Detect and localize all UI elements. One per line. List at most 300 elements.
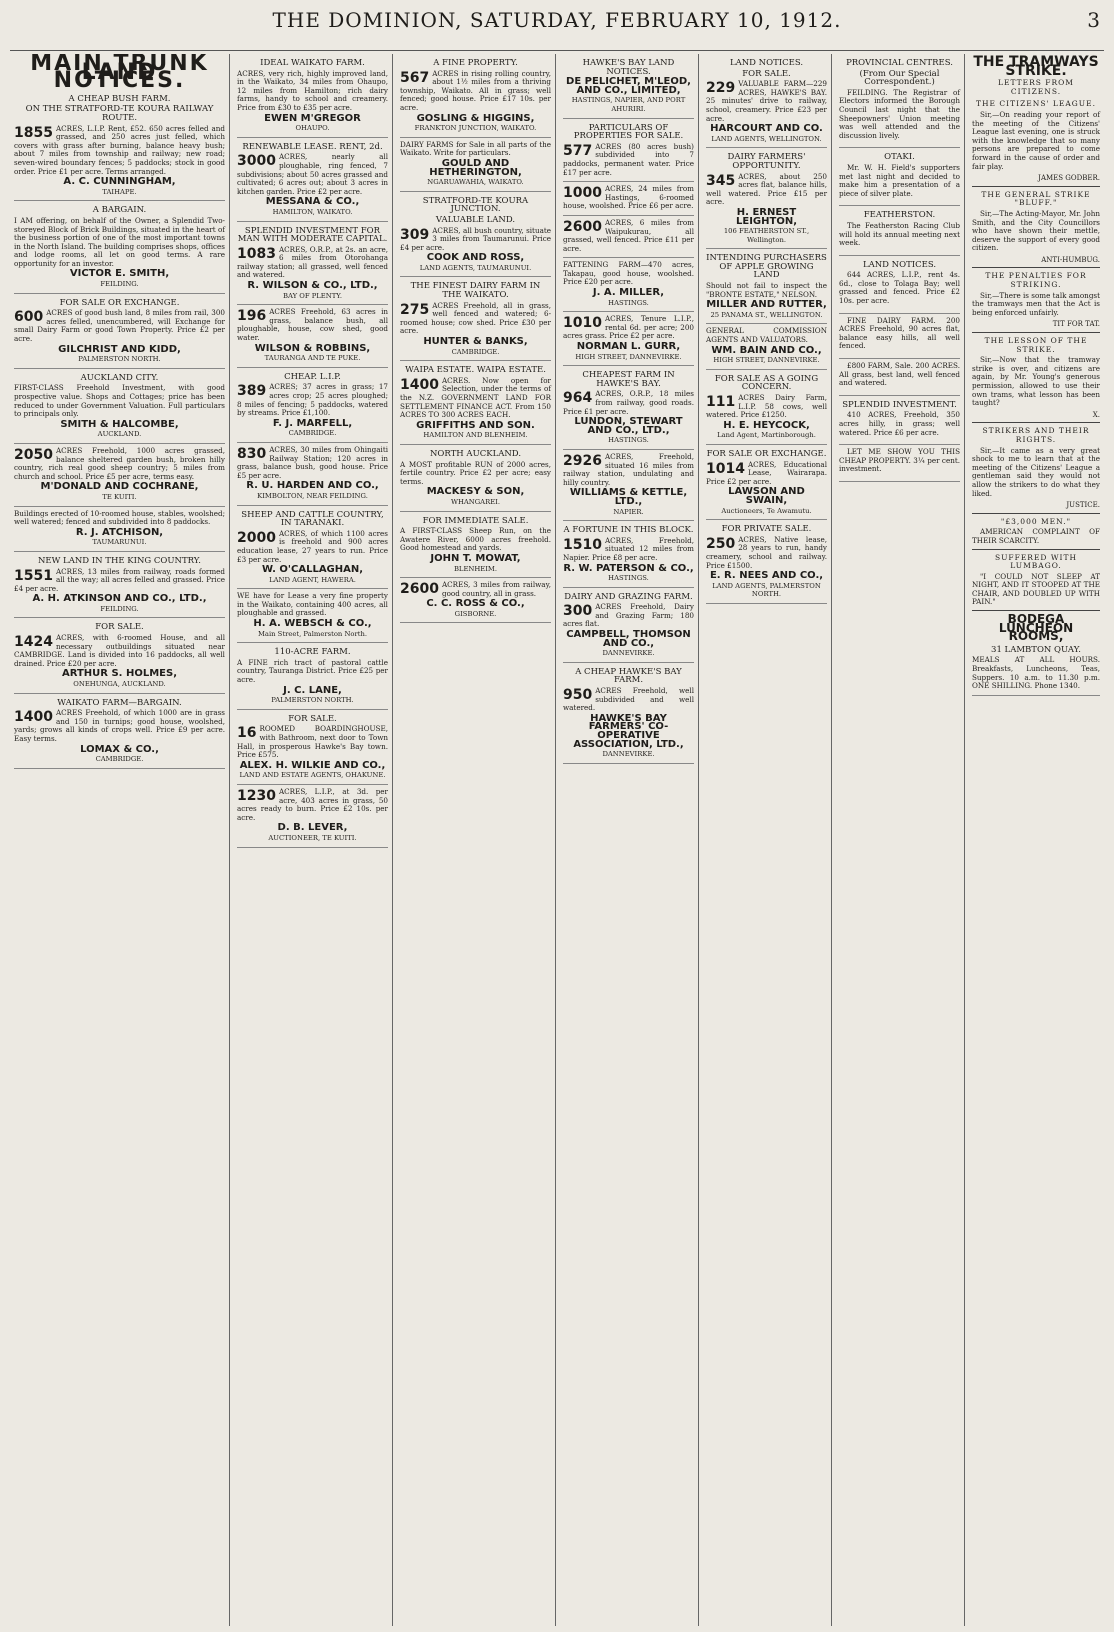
ad-agent-location: HIGH STREET, DANNEVIRKE. [713,356,820,365]
ad-text: 1014 ACRES, Educational Lease, Wairarapa. Price £2 per acre. [706,459,827,486]
ad-agent-name: NORMAN L. GURR, [576,341,681,353]
ad-agent-name: H. ERNEST LEIGHTON, [736,206,797,227]
land-ad [400,512,551,579]
ad-agent-location: TE KUITI. [102,492,137,501]
ad-heading: DAIRY FARMERS' OPPORTUNITY. [727,152,806,171]
letter-signature: X. [1092,410,1100,419]
ad-heading: WAIKATO FARM—BARGAIN. [57,697,182,708]
ad-subheading: FOR SALE. [742,68,791,79]
letter-text: Sir,—The Acting-Mayor, Mr. John Smith, and the City Councillors who have shown their mettle, deserve the support of every good citizen. [972,208,1100,253]
ad-agent-location: LAND AGENTS, TAUMARUNUI. [419,263,532,272]
ad-acreage: 2926 [563,452,602,469]
letter [972,54,1100,187]
news-item [839,54,960,148]
ad-agent-name: HUNTER & BANKS, [423,336,528,348]
ad-agent-name: GOSLING & HIGGINS, [416,112,535,124]
ad-heading: DAIRY AND GRAZING FARM. [564,591,693,602]
ad-acreage: 309 [400,226,430,243]
news-item [839,314,960,359]
letter-heading: THE LESSON OF THE STRIKE. [984,336,1088,354]
land-ad [14,369,225,444]
letter [972,554,1100,612]
letter-text: Sir,—There is some talk amongst the tramways men that the Act is being enforced unfairly. [972,290,1100,317]
ad-agent-location: TAURANGA AND TE PUKE. [264,354,361,363]
ad-agent-location: PALMERSTON NORTH. [271,696,354,705]
ad-agent-name: COOK AND ROSS, [426,252,525,264]
ad-acreage: 600 [14,309,44,326]
ad-agent-location: DANNEVIRKE. [602,649,655,658]
ad-text: 1400 ACRES. Now open for Selection, under the terms of the N.Z. GOVERNMENT LAND FOR SETTLEMENT FINANCE ACT. From 150 ACRES TO 300 ACRES EACH. [400,375,551,420]
ad-agent-location: LAND AGENT, HAWERA. [269,575,356,584]
land-ad [706,370,827,445]
news-heading: SPLENDID INVESTMENT. [842,399,957,410]
ad-agent-location: WHANGAREI. [450,497,501,506]
article-title: THE TRAMWAYS STRIKE. [973,54,1099,79]
ad-text: 1510 ACRES, Freehold, situated 12 miles from Napier. Price £8 per acre. [563,535,694,562]
ad-text: 3000 ACRES, nearly all ploughable, ring fenced, 7 subdivisions; about 50 acres grassed and cultivated; 6 acres out; about 3 acres in kitchen garden. Price £2 per acre. [237,152,388,196]
ad-text: 2000 ACRES, of which 1100 acres is freehold and 900 acres education lease, 27 years to run. Price £3 per acre. [237,528,388,564]
news-heading: LAND NOTICES. [862,259,937,270]
ad-text: GENERAL COMMISSION AGENTS AND VALUATORS. [706,326,827,345]
ad-acreage: 1424 [14,634,53,651]
ad-agent-name: VICTOR E. SMITH, [69,268,170,280]
land-ad [400,445,551,512]
article-subtitle: LETTERS FROM CITIZENS. [998,78,1074,96]
ad-text: A FINE rich tract of pastoral cattle country, Tauranga District. Price £25 per acre. [237,657,388,685]
ad-agent-location: 25 PANAMA ST., WELLINGTON. [710,310,823,319]
land-ad [14,694,225,769]
ad-text: 229 VALUABLE FARM—229 ACRES, HAWKE'S BAY. 25 minutes' drive to railway, school, creamery. Price £23 per acre. [706,79,827,123]
land-ad [237,785,388,848]
land-ad [400,192,551,278]
letter-signature: JAMES GODBER. [1038,174,1100,183]
masthead [10,6,1104,51]
ad-agent-name: F. J. MARFELL, [272,417,353,429]
ad-text: 1083 ACRES, O.R.P., at 2s. an acre, 6 miles from Otorohanga railway station; all grassed, well fenced and watered. [237,244,388,280]
ad-heading: WAIPA ESTATE. WAIPA ESTATE. [405,365,546,376]
ad-text: 309 ACRES, all bush country, situate 3 miles from Taumarunui. Price £4 per acre. [400,225,551,252]
ad-agent-location: Auctioneers, Te Awamutu. [721,506,812,515]
letter-heading: STRIKERS AND THEIR RIGHTS. [982,426,1090,444]
ad-agent-name: A. H. ATKINSON AND CO., LTD., [32,593,207,605]
news-item [839,396,960,445]
ad-acreage: 1000 [563,185,602,202]
land-ad [563,182,694,216]
ad-heading: RENEWABLE LEASE. RENT, 2d. [242,141,383,152]
ad-text: 1855 ACRES, L.I.P. Rent, £52. 650 acres felled and grassed, and 250 acres just felled, which covers with grass after burning, balance heavy bush; about 7 miles from township and railway; new road; seven-wired boundary fences; 5 paddocks; stock in good order. Price £1 per acre. Terms arranged. [14,123,225,176]
ad-text: 950 ACRES Freehold, well subdivided and well watered. [563,686,694,713]
ad-heading: CHEAPEST FARM IN HAWKE'S BAY. [582,370,675,389]
ad-agent-location: HASTINGS. [608,436,649,445]
ad-text: 1400 ACRES Freehold, of which 1000 are in grass and 150 in turnips; good house, woolshed, yards; grows all kinds of crops well. Price £9 per acre. Easy terms. [14,708,225,743]
ad-agent-location: CAMBRIDGE. [288,429,337,438]
ad-acreage: 964 [563,390,593,407]
news-heading: OTAKI. [884,152,915,163]
ad-text: 300 ACRES Freehold, Dairy and Grazing Farm; 180 acres flat. [563,602,694,629]
ad-acreage: 229 [706,80,736,97]
ad-agent-name: DE PELICHET, M'LEOD, AND CO., LIMITED, [566,76,691,96]
ad-subheading: ON THE STRATFORD-TE KOURA RAILWAY ROUTE. [25,104,214,123]
news-subheading: (From Our Special Correspondent.) [859,68,940,88]
news-item [839,445,960,482]
divider [972,422,1100,423]
letter [972,191,1100,269]
ad-heading: LAND NOTICES. [729,58,804,68]
news-item [839,256,960,314]
news-text: 644 ACRES, L.I.P., rent 4s. 6d., close to Tolaga Bay; well grassed and fenced. Price £2 10s. per acre. [839,270,960,306]
land-ad [237,710,388,785]
letter [972,272,1100,333]
ad-agent-location: Main Street, Palmerston North. [257,629,368,638]
ad-agent-location: 106 FEATHERSTON ST., Wellington. [723,227,810,244]
land-ad [237,138,388,222]
column-6 [835,54,965,1626]
ad-text: 250 ACRES, Native lease, 28 years to run, handy creamery, school and railway. Price £1500. [706,534,827,570]
land-ad [563,312,694,366]
section-banner: MAIN TRUNK LAND NOTICES. [30,54,209,94]
land-ad [237,589,388,643]
ad-text: 600 ACRES of good bush land, 8 miles from rail, 300 acres felled, unencumbered, will Exchange for small Dairy Farm or good Town Property. Price £2 per acre. [14,308,225,344]
land-ad [14,507,225,552]
ad-text: 16 ROOMED BOARDINGHOUSE, with Bathroom, next door to Town Hall, in prosperous Hawke's Bay town. Price £575. [237,724,388,760]
ad-agent-location: LAND AND ESTATE AGENTS, OHAKUNE. [239,771,386,780]
land-ad [237,443,388,506]
ad-agent-name: LUNDON, STEWART AND CO., LTD., [574,416,683,436]
divider [972,186,1100,187]
ad-heading: NORTH AUCKLAND. [429,448,522,459]
ad-text: 1000 ACRES, 24 miles from Hastings, 6-roomed house, woolshed. Price £6 per acre. [563,184,694,211]
columns [10,54,1104,1626]
column-7 [968,54,1104,1626]
ad-agent-location: AUCTIONEER, TE KUITI. [268,833,357,842]
land-ad [706,54,827,148]
column-5 [702,54,832,1626]
ad-agent-name: H. A. WEBSCH & CO., [253,618,372,630]
divider [972,610,1100,611]
ad-agent-name: HAWKE'S BAY FARMERS' CO-OPERATIVE ASSOCIATION, LTD., [573,712,684,750]
ad-agent-name: D. B. LEVER, [277,822,348,834]
ad-agent-name: H. E. HEYCOCK, [723,419,810,431]
ad-agent-location: GISBORNE. [454,609,497,618]
ad-text: 1551 ACRES, 13 miles from railway, roads formed all the way; all acres felled and grassed. Price £4 per acre. [14,566,225,593]
ad-text: A MOST profitable RUN of 2000 acres, fertile country. Price £2 per acre; easy terms. [400,459,551,486]
letter [972,337,1100,423]
ad-heading: FOR SALE OR EXCHANGE. [59,297,180,308]
land-ad [14,618,225,693]
ad-text: 2926 ACRES, Freehold, situated 16 miles from railway station, undulating and hilly country. [563,451,694,487]
ad-text: 1230 ACRES, L.I.P., at 3d. per acre, 403 acres in grass, 50 acres ready to burn. Price £2 10s. per acre. [237,786,388,822]
column-2 [233,54,393,1626]
ad-acreage: 577 [563,142,593,159]
ad-heading: THE FINEST DAIRY FARM IN THE WAIKATO. [410,281,541,301]
ad-acreage: 830 [237,445,267,462]
ad-acreage: 1230 [237,787,276,804]
news-item [839,359,960,396]
ad-agent-location: HASTINGS, NAPIER, AND PORT AHURIRI. [571,96,686,113]
land-ad [563,366,694,450]
ad-text: 196 ACRES Freehold, 63 acres in grass, balance bush, all ploughable, house, cow shed, good water. [237,307,388,343]
land-ad [706,445,827,520]
ad-text: 830 ACRES, 30 miles from Ohingaiti Railway Station; 120 acres in grass, balance bush, good house. Price £5 per acre. [237,444,388,480]
ad-text: FATTENING FARM—470 acres, Takapau, good house, woolshed. Price £20 per acre. [563,260,694,287]
ad-agent-location: PALMERSTON NORTH. [78,355,161,364]
ad-heading: FOR PRIVATE SALE. [721,524,812,535]
ad-heading: SHEEP AND CATTLE COUNTRY, IN TARANAKI. [241,509,384,529]
news-text: FEILDING. The Registrar of Electors informed the Borough Council last night that the Sheepowners' Union meeting was well attended and the discussion lively. [839,87,960,140]
land-ad [14,552,225,619]
ad-agent-location: HASTINGS. [608,574,649,583]
land-ad [563,521,694,588]
ad-agent-location: FRANKTON JUNCTION, WAIKATO. [414,124,537,133]
ad-acreage: 1855 [14,124,53,141]
letter-text: Sir,—Now that the tramway strike is over, and citizens are again, by Mr. Young's generous permission, allowed to use their own trams, what lesson has been taught? [972,355,1100,408]
letter-text: Sir,—It came as a very great shock to me to learn that at the meeting of the Citizens' League a gentleman said they would not allow the strikers to do what they liked. [972,445,1100,498]
ad-agent-location: HASTINGS. [608,298,649,307]
land-ad [563,588,694,663]
land-ad [237,54,388,138]
ad-text: 1010 ACRES, Tenure L.I.P., rental 6d. per acre; 200 acres grass. Price £2 per acre. [563,314,694,341]
bodega-address: 31 LAMBTON QUAY. [991,644,1081,655]
ad-agent-location: LAND AGENTS, WELLINGTON. [711,134,822,143]
land-ad [237,222,388,306]
land-ad [563,54,694,119]
ad-heading: A BARGAIN. [92,205,147,216]
ad-text: Buildings erected of 10-roomed house, stables, woolshed; well watered; fenced and subdivided into 8 paddocks. [14,508,225,527]
letter-heading: THE CITIZENS' LEAGUE. [976,99,1096,109]
ad-text: 577 ACRES (80 acres bush) subdivided into 7 paddocks, permanent water. Price £17 per acre. [563,141,694,177]
letter [972,518,1100,550]
ad-agent-name: R. U. HARDEN AND CO., [246,480,379,492]
land-ad [237,643,388,710]
ad-heading: FOR SALE AS A GOING CONCERN. [714,373,819,393]
letter-signature: ANTI-HUMBUG. [1041,255,1100,264]
land-ad [563,663,694,764]
ad-agent-location: HAMILTON AND BLENHEIM. [423,431,528,440]
ad-text: Should not fail to inspect the "BRONTE ESTATE," NELSON. [706,281,827,299]
ad-heading: 110-ACRE FARM. [274,647,351,658]
letter-heading: SUFFERED WITH LUMBAGO. [994,552,1078,571]
ad-agent-location: CAMBRIDGE. [95,755,144,764]
ad-heading: A CHEAP BUSH FARM. [68,93,171,104]
ad-acreage: 567 [400,69,430,86]
news-heading: FEATHERSTON. [863,210,936,221]
ad-text: 345 ACRES, about 250 acres flat, balance hills, well watered. Price £15 per acre. [706,171,827,207]
ad-agent-location: Land Agent, Martinborough. [717,431,816,440]
ad-text: 2050 ACRES Freehold, 1000 acres grassed, balance sheltered garden bush, broken hilly country, rich real good sheep country; 5 miles from church and school. Price £5 per acre, terms easy. [14,445,225,481]
ad-acreage: 2600 [400,581,439,598]
ad-agent-name: C. C. ROSS & CO., [426,598,525,610]
ad-agent-name: MILLER AND RUTTER, [706,299,827,311]
column-4 [559,54,699,1626]
land-ad [14,444,225,507]
news-text: 410 ACRES, Freehold, 350 acres hilly, in grass; well watered. Price £6 per acre. [839,410,960,437]
ad-acreage: 2050 [14,446,53,463]
ad-text: WE have for Lease a very fine property in the Waikato, containing 400 acres, all ploughable and grassed. [237,591,388,618]
ad-agent-location: FEILDING. [100,280,139,289]
ad-agent-name: WILLIAMS & KETTLE, LTD., [569,487,688,507]
land-ad [563,216,694,258]
ad-agent-location: AUCKLAND. [97,430,142,439]
ad-heading: CHEAP. L.I.P. [284,371,341,382]
ad-acreage: 1510 [563,536,602,553]
letter-heading: "£3,000 MEN." [1000,516,1072,526]
land-ad [400,138,551,192]
news-item [839,148,960,206]
page-number: 3 [1087,8,1100,32]
ad-text: 389 ACRES; 37 acres in grass; 17 acres crop; 25 acres ploughed; 8 miles of fencing; 5 paddocks, watered by streams. Price £1,100. [237,382,388,418]
ad-agent-name: M'DONALD AND COCHRANE, [40,481,199,493]
ad-heading: A CHEAP HAWKE'S BAY FARM. [575,666,682,686]
ad-acreage: 1014 [706,460,745,477]
divider [972,513,1100,514]
letter-heading: THE GENERAL STRIKE "BLUFF." [981,189,1091,208]
ad-agent-name: ALEX. H. WILKIE AND CO., [239,759,386,771]
news-heading: PROVINCIAL CENTRES. [846,58,953,68]
news-text: £800 FARM, Sale. 200 ACRES. All grass, best land, well fenced and watered. [839,361,960,388]
ad-acreage: 250 [706,535,736,552]
ad-agent-name: MACKESY & SON, [426,486,525,498]
ad-agent-location: NGARUAWAHIA, WAIKATO. [427,178,524,187]
ad-heading: PARTICULARS OF PROPERTIES FOR SALE. [573,122,684,142]
ad-agent-name: LOMAX & CO., [80,743,159,755]
land-ad [14,294,225,369]
ad-acreage: 1010 [563,315,602,332]
letter-signature: TIT FOR TAT. [1052,320,1100,329]
ad-acreage: 1551 [14,567,53,584]
ad-agent-location: BAY OF PLENTY. [282,291,343,300]
ad-text: 567 ACRES in rising rolling country, about 1½ miles from a thriving township, Waikato. All in grass; well fenced; good house. Price £17 10s. per acre. [400,68,551,112]
ad-agent-name: GRIFFITHS AND SON. [416,419,535,431]
ad-acreage: 2000 [237,529,276,546]
ad-agent-name: W. O'CALLAGHAN, [261,564,364,576]
ad-subheading: VALUABLE LAND. [435,214,516,225]
ad-acreage: 196 [237,308,267,325]
ad-heading: SPLENDID INVESTMENT FOR MAN WITH MODERATE CAPITAL. [237,225,388,245]
letter [972,427,1100,513]
ad-text: 1424 ACRES, with 6-roomed House, and all necessary outbuildings situated near CAMBRIDGE. Land is divided into 16 paddocks, all well drained. Price £20 per acre. [14,633,225,668]
land-ad [400,361,551,445]
ad-heading: INTENDING PURCHASERS OF APPLE GROWING LAND [706,253,827,281]
land-ad [237,368,388,443]
ad-acreage: 300 [563,603,593,620]
ad-agent-name: R. W. PATERSON & CO., [563,562,694,574]
news-item [839,206,960,255]
ad-heading: A FINE PROPERTY. [433,58,518,68]
land-ad [706,148,827,249]
ad-acreage: 1400 [14,709,53,726]
ad-agent-name: WILSON & ROBBINS, [254,342,371,354]
bodega-ad-title: BODEGA LUNCHEON ROOMS, [998,612,1074,644]
ad-agent-name: HARCOURT AND CO. [710,123,823,135]
masthead-title: THE DOMINION, SATURDAY, FEBRUARY 10, 1912. [272,8,842,32]
bodega-text: MEALS AT ALL HOURS. Breakfasts, Luncheons, Teas, Suppers. 10 a.m. to 11.30 p.m. ONE SHILLING. Phone 1340. [972,655,1100,691]
ad-agent-name: WM. BAIN AND CO., [711,344,822,356]
land-ad [400,578,551,623]
news-text: FINE DAIRY FARM. 200 ACRES Freehold, 90 acres flat, balance easy hills, all well fenced. [839,315,960,351]
column-1 [10,54,230,1626]
ad-agent-name: SMITH & HALCOMBE, [60,418,179,430]
land-ad [706,249,827,324]
ad-text: 111 ACRES Dairy Farm, L.I.P. 58 cows, well watered. Price £1250. [706,393,827,420]
divider [972,332,1100,333]
ad-heading: A FORTUNE IN THIS BLOCK. [563,525,694,536]
ad-acreage: 3000 [237,153,276,170]
land-ad [237,305,388,368]
ad-text: I AM offering, on behalf of the Owner, a Splendid Two-storeyed Block of Brick Buildings, situated in the heart of the business portion of one of the most important towns in the North Island. The building comprises shops, offices and lodge rooms, all let on good terms. A rare opportunity for an investor. [14,215,225,268]
ad-acreage: 111 [706,394,736,410]
ad-text: 2600 ACRES, 6 miles from Waipukurau, all grassed, well fenced. Price £11 per acre. [563,217,694,253]
ad-agent-location: ONEHUNGA, AUCKLAND. [73,680,166,689]
ad-agent-name: ARTHUR S. HOLMES, [62,668,177,680]
ad-agent-name: EWEN M'GREGOR [264,112,361,124]
ad-text: 964 ACRES, O.R.P., 18 miles from railway, good roads. Price £1 per acre. [563,389,694,416]
ad-heading: IDEAL WAIKATO FARM. [260,58,365,68]
news-text: The Featherston Racing Club will hold its annual meeting next week. [839,220,960,248]
land-ad [563,450,694,521]
ad-agent-name: CAMPBELL, THOMSON AND CO., [566,629,691,649]
land-ad [400,54,551,138]
land-ad [237,506,388,590]
ad-agent-name: R. WILSON & CO., LTD., [247,280,378,292]
ad-acreage: 345 [706,172,736,189]
ad-heading: FOR IMMEDIATE SALE. [422,515,529,526]
ad-agent-name: GILCHRIST AND KIDD, [58,343,181,355]
letter-signature: JUSTICE. [1066,501,1100,510]
column-3 [396,54,556,1626]
ad-agent-name: E. R. NEES AND CO., [709,570,824,582]
ad-agent-name: A. C. CUNNINGHAM, [63,176,176,188]
ad-agent-name: LAWSON AND SWAIN, [728,486,805,506]
land-ad [563,119,694,183]
ad-agent-name: GOULD AND HETHERINGTON, [429,157,522,178]
letter-text: "I COULD NOT SLEEP AT NIGHT, AND IT STOOPED AT THE CHAIR, AND DOUBLED UP WITH PAIN." [972,571,1100,607]
ad-heading: FOR SALE. [95,622,144,633]
ad-text: 2600 ACRES, 3 miles from railway, good country, all in grass. [400,580,551,598]
land-ad [14,201,225,293]
ad-agent-name: J. C. LANE, [283,684,342,696]
land-ad [400,277,551,361]
ad-text: ACRES, very rich, highly improved land, in the Waikato, 34 miles from Ohaupo, 12 miles from Hamilton; rich dairy farms, handy to school and creamery. Price from £30 to £35 per acre. [237,68,388,112]
land-ad [563,258,694,312]
ad-agent-location: TAUMARUNUI. [92,538,147,547]
ad-text: FIRST-CLASS Freehold Investment, with good prospective value. Shops and Cottages; price has been reduced to under Government Valuation. Full particulars to principals only. [14,383,225,419]
ad-agent-location: HIGH STREET, DANNEVIRKE. [575,352,682,361]
ad-heading: HAWKE'S BAY LAND NOTICES. [582,58,675,77]
ad-agent-location: LAND AGENTS, PALMERSTON NORTH. [712,581,821,599]
ad-acreage: 389 [237,383,267,400]
ad-agent-name: JOHN T. MOWAT, [430,552,521,564]
ad-agent-location: OHAUPO. [295,124,330,133]
bodega-ad [972,641,1100,696]
ad-agent-location: DANNEVIRKE. [602,750,655,759]
ad-agent-name: R. J. ATCHISON, [75,526,164,538]
divider [972,549,1100,550]
ad-agent-location: TAIHAPE. [102,187,137,196]
ad-agent-location: NAPIER. [613,507,644,516]
ad-heading: FOR SALE OR EXCHANGE. [706,448,827,459]
land-ad [706,324,827,369]
ad-heading: FOR SALE. [288,713,337,724]
ad-acreage: 275 [400,301,430,318]
ad-agent-location: KIMBOLTON, NEAR FEILDING. [257,491,368,500]
ad-agent-name: MESSANA & CO., [265,196,360,208]
letter-text: Sir,—On reading your report of the meeting of the Citizens' League last evening, one is struck with the knowledge that so many persons are prepared to come forward in the cause of order and fair play. [972,109,1100,171]
ad-agent-location: HAMILTON, WAIKATO. [272,207,353,216]
ad-text: 275 ACRES Freehold, all in grass, well fenced and watered; 6-roomed house; cow shed. Price £30 per acre. [400,300,551,336]
ad-acreage: 16 [237,725,257,742]
ad-heading: STRATFORD-TE KOURA JUNCTION. [422,195,529,215]
ad-agent-location: CAMBRIDGE. [451,347,500,356]
